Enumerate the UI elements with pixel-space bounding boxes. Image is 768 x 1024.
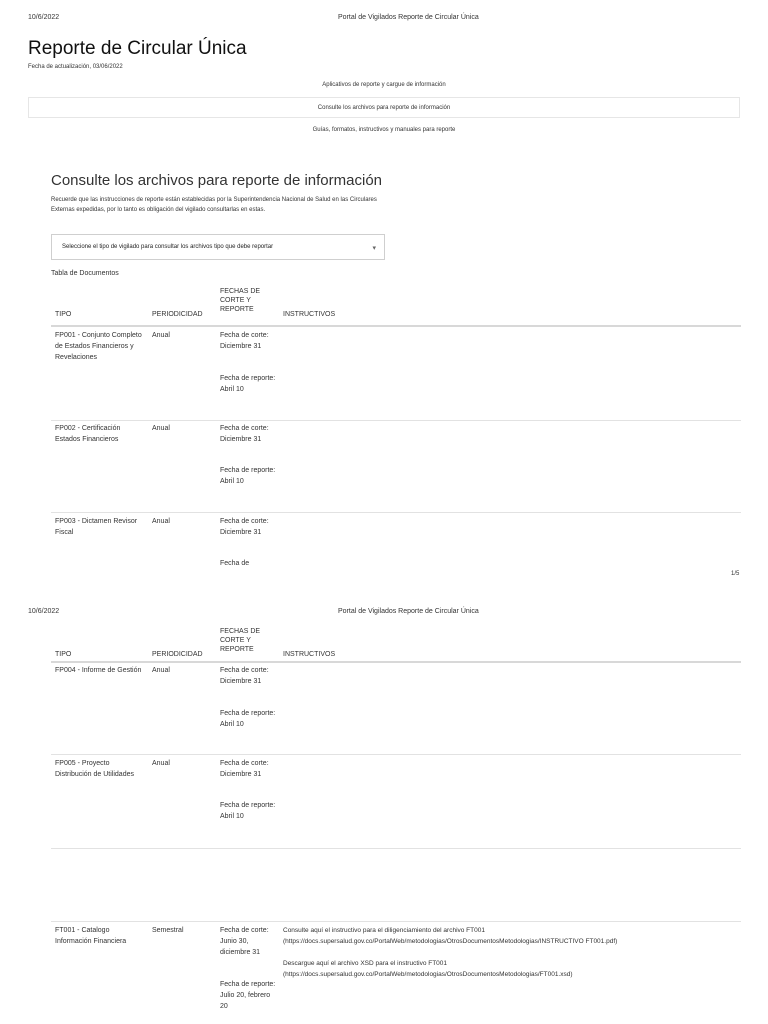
row-fp001-corte: Fecha de corte: Diciembre 31 bbox=[220, 332, 269, 350]
row-divider bbox=[51, 512, 741, 513]
col-header-tipo: TIPO bbox=[55, 311, 72, 318]
row-fp002-corte: Fecha de corte: Diciembre 31 bbox=[220, 425, 269, 443]
instructivo-ft001-link[interactable] bbox=[283, 925, 743, 947]
xsd-ft001-text: Descargue aquí el archivo XSD para el instructivo FT001 bbox=[283, 960, 448, 967]
row-fp004-periodicidad: Anual bbox=[152, 667, 170, 674]
instructivo-ft001-text: Consulte aquí el instructivo para el diligenciamiento del archivo FT001 bbox=[283, 927, 485, 934]
xsd-ft001-url: (https://docs.supersalud.gov.co/PortalWeb/metodologias/OtrosDocumentosMetodologias/FT001.xsd) bbox=[283, 971, 573, 978]
nav-tab-archivos[interactable] bbox=[28, 97, 740, 118]
row-fp003-corte: Fecha de corte: Diciembre 31 bbox=[220, 518, 269, 536]
section-intro: Recuerde que las instrucciones de reporte están establecidas por la Superintendencia Nacional de Salud en las Circulares Externas expedidas, por lo tanto es obligación del vigilado consultarlas en estas. bbox=[51, 197, 377, 213]
row-fp005-periodicidad: Anual bbox=[152, 760, 170, 767]
row-ft001-corte: Fecha de corte: Junio 30, diciembre 31 bbox=[220, 927, 269, 956]
row-fp002-tipo: FP002 - Certificación Estados Financieros bbox=[55, 425, 121, 443]
page-number: 1/5 bbox=[731, 571, 740, 577]
header-divider-page2 bbox=[51, 661, 741, 663]
table-caption: Tabla de Documentos bbox=[51, 270, 119, 277]
row-fp004-tipo: FP004 - Informe de Gestión bbox=[55, 667, 142, 674]
col-header-periodicidad-page2: PERIODICIDAD bbox=[152, 651, 203, 658]
row-fp001-periodicidad: Anual bbox=[152, 332, 170, 339]
xsd-ft001-link[interactable] bbox=[283, 958, 743, 980]
row-ft001-reporte: Fecha de reporte: Julio 20, febrero 20 bbox=[220, 981, 276, 1010]
print-date: 10/6/2022 bbox=[28, 14, 60, 21]
nav-link-aplicativos[interactable]: Aplicativos de reporte y cargue de información bbox=[322, 82, 446, 88]
nav-tab-archivos-label: Consulte los archivos para reporte de información bbox=[317, 104, 451, 111]
row-divider bbox=[51, 420, 741, 421]
row-fp003-tipo: FP003 - Dictamen Revisor Fiscal bbox=[55, 518, 138, 536]
vigilado-type-select[interactable] bbox=[51, 234, 385, 260]
row-fp002-periodicidad: Anual bbox=[152, 425, 170, 432]
row-divider bbox=[51, 921, 741, 922]
update-date: Fecha de actualización, 03/06/2022 bbox=[28, 64, 123, 70]
row-fp005-reporte: Fecha de reporte: Abril 10 bbox=[220, 802, 276, 820]
row-divider bbox=[51, 754, 741, 755]
page-title: Reporte de Circular Única bbox=[28, 38, 247, 59]
section-title: Consulte los archivos para reporte de información bbox=[51, 172, 383, 189]
row-fp003-periodicidad: Anual bbox=[152, 518, 170, 525]
row-fp002-reporte: Fecha de reporte: Abril 10 bbox=[220, 467, 276, 485]
row-fp005-tipo: FP005 - Proyecto Distribución de Utilidades bbox=[55, 760, 134, 778]
row-fp005-corte: Fecha de corte: Diciembre 31 bbox=[220, 760, 269, 778]
col-header-periodicidad: PERIODICIDAD bbox=[152, 311, 203, 318]
col-header-fechas: FECHAS DE CORTE Y REPORTE bbox=[220, 288, 261, 313]
col-header-instructivos-page2: INSTRUCTIVOS bbox=[283, 651, 336, 658]
row-fp001-tipo: FP001 - Conjunto Completo de Estados Financieros y Revelaciones bbox=[55, 332, 142, 361]
row-ft001-periodicidad: Semestral bbox=[152, 927, 184, 934]
print-title-page2: Portal de Vigilados Reporte de Circular Única bbox=[338, 608, 479, 615]
nav-link-guias[interactable]: Guías, formatos, instructivos y manuales para reporte bbox=[312, 127, 456, 133]
row-fp003-reporte: Fecha de bbox=[220, 560, 250, 567]
row-divider bbox=[51, 848, 741, 849]
print-title: Portal de Vigilados Reporte de Circular Única bbox=[338, 14, 479, 21]
row-fp001-reporte: Fecha de reporte: Abril 10 bbox=[220, 375, 276, 393]
instructivo-ft001-url: (https://docs.supersalud.gov.co/PortalWeb/metodologias/OtrosDocumentosMetodologias/INSTRUCTIVO FT001.pdf) bbox=[283, 938, 618, 945]
header-divider bbox=[51, 325, 741, 327]
row-fp004-reporte: Fecha de reporte: Abril 10 bbox=[220, 710, 276, 728]
row-ft001-tipo: FT001 - Catalogo Información Financiera bbox=[55, 927, 127, 945]
col-header-tipo-page2: TIPO bbox=[55, 651, 72, 658]
select-value: Seleccione el tipo de vigilado para consultar los archivos tipo que debe reportar bbox=[62, 244, 274, 250]
chevron-down-icon: ▾ bbox=[372, 245, 376, 252]
row-fp003-reporte-clip bbox=[220, 558, 280, 567]
row-fp004-corte: Fecha de corte: Diciembre 31 bbox=[220, 667, 269, 685]
col-header-fechas-page2: FECHAS DE CORTE Y REPORTE bbox=[220, 628, 261, 653]
print-date-page2: 10/6/2022 bbox=[28, 608, 60, 615]
col-header-instructivos: INSTRUCTIVOS bbox=[283, 311, 336, 318]
